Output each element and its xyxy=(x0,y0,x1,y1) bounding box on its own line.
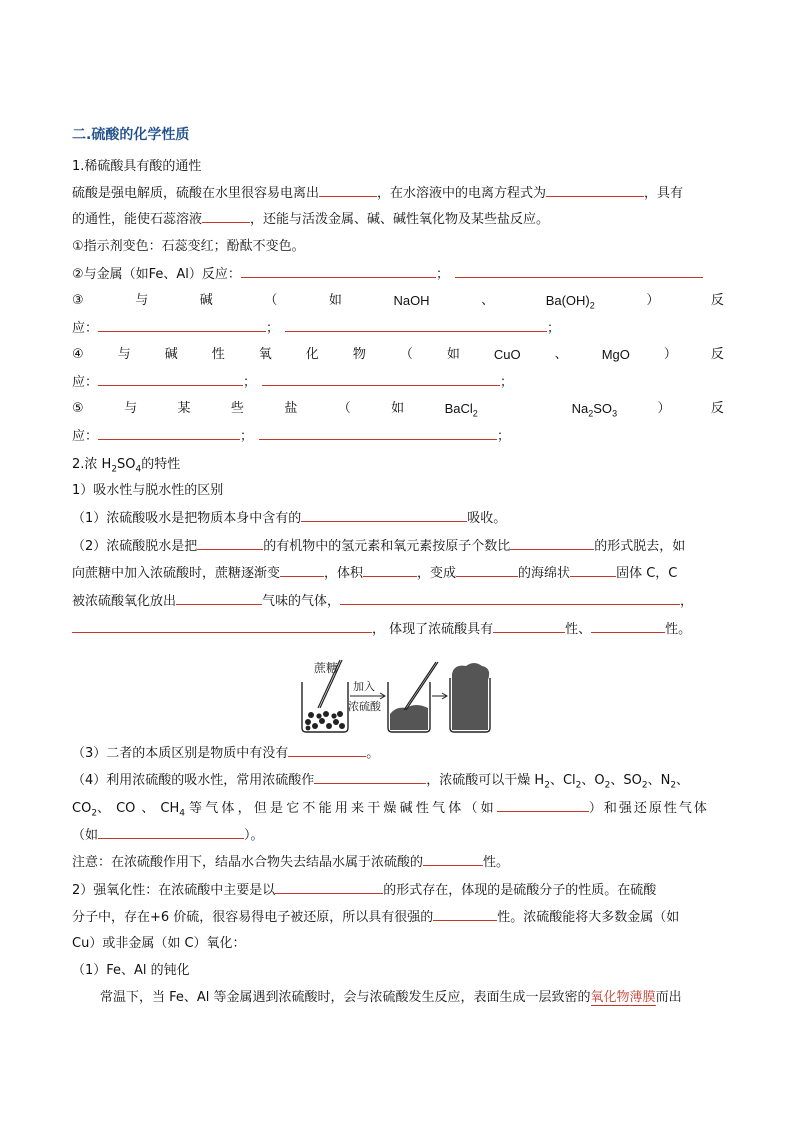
fill-blank[interactable] xyxy=(591,620,665,633)
q4-line-1: （4）利用浓硫酸的吸水性，常用浓硫酸作 ，浓硫酸可以干燥 $H_2$、$Cl_2$、$O_2$、$SO_2$、$N_2$、 xyxy=(72,773,690,791)
fill-blank[interactable] xyxy=(275,881,383,894)
fill-blank[interactable] xyxy=(456,564,518,577)
label-add: 加入 xyxy=(353,680,375,693)
fill-blank[interactable] xyxy=(433,908,497,921)
fill-blank[interactable] xyxy=(197,537,263,550)
fill-blank[interactable] xyxy=(98,319,266,332)
fill-blank[interactable] xyxy=(423,853,483,866)
paragraph-line: 的通性，能使石蕊溶液 ，还能与活泼金属、碱、碱性氧化物及某些盐反应。 xyxy=(72,212,550,227)
sugar-dehydration-figure xyxy=(296,656,496,736)
black-carbon-icon xyxy=(390,705,428,730)
sugar-granules-icon xyxy=(305,711,345,730)
oxide-film-link[interactable]: 氧化物薄膜 xyxy=(590,990,656,1005)
fill-blank[interactable] xyxy=(510,537,594,550)
fill-blank[interactable] xyxy=(301,509,467,522)
fill-blank[interactable] xyxy=(259,427,497,440)
section-heading: 二.硫酸的化学性质 xyxy=(72,127,190,143)
fill-blank[interactable] xyxy=(241,265,436,278)
fill-blank[interactable] xyxy=(280,564,324,577)
fill-blank[interactable] xyxy=(72,620,372,633)
oxidizing-line-2: 分子中，存在+6 价硫，很容易得电子被还原，所以具有很强的 性。浓硫酸能将大多数金属（如 xyxy=(72,910,680,925)
q4-line-3: （如 ）。 xyxy=(72,828,264,843)
q2-line-2: 向蔗糖中加入浓硫酸时，蔗糖逐渐变 ，体积 ，变成 的海绵状 固体 C，C xyxy=(72,566,678,581)
fill-blank[interactable] xyxy=(98,373,243,386)
q1-line: （1）浓硫酸吸水是把物质本身中含有的 吸收。 xyxy=(72,511,507,526)
item-salt-answer: 应： ； ； xyxy=(72,429,511,444)
item-basic-oxide-row: ④ 与 碱 性 氧 化 物 （ 如 CuO 、 MgO ） 反 xyxy=(72,347,724,362)
item-salt-row: ⑤ 与 某 些 盐 （ 如 BaCl$_2$ $Na_2SO_3$ ） 反 xyxy=(72,401,724,419)
fill-blank[interactable] xyxy=(288,744,366,757)
item-basic-oxide-answer: 应： ； ； xyxy=(72,375,514,390)
oxidizing-line-1: 2）强氧化性：在浓硫酸中主要是以 的形式存在，体现的是硫酸分子的性质。在硫酸 xyxy=(72,883,657,898)
label-conc-acid: 浓硫酸 xyxy=(348,700,381,713)
fill-blank[interactable] xyxy=(363,564,417,577)
passivation-title: （1）Fe、Al 的钝化 xyxy=(72,963,190,978)
fill-blank[interactable] xyxy=(262,373,500,386)
oxidizing-line-3: Cu）或非金属（如 C）氧化： xyxy=(72,936,246,951)
fill-blank[interactable] xyxy=(570,564,616,577)
q3-line: （3）二者的本质区别是物质中有没有 。 xyxy=(72,746,380,761)
passivation-line: 常温下，当 Fe、Al 等金属遇到浓硫酸时，会与浓硫酸发生反应，表面生成一层致密的氧化物薄膜而出 xyxy=(100,990,682,1005)
paragraph-line: 硫酸是强电解质，硫酸在水里很容易电离出 ，在水溶液中的电离方程式为 ，具有 xyxy=(72,186,684,201)
label-sugar: 蔗糖 xyxy=(314,661,339,675)
carbon-sponge-icon xyxy=(452,663,489,730)
item-base-answer: 应： ； ； xyxy=(72,321,561,336)
note-line: 注意：在浓硫酸作用下，结晶水合物失去结晶水属于浓硫酸的 性。 xyxy=(72,855,510,870)
item-metal: ②与金属（如Fe、Al）反应： ； xyxy=(72,265,724,284)
fill-blank[interactable] xyxy=(319,184,377,197)
fill-blank[interactable] xyxy=(98,826,244,839)
fill-blank[interactable] xyxy=(455,265,703,278)
fill-blank[interactable] xyxy=(176,592,262,605)
fill-blank[interactable] xyxy=(202,210,250,223)
item-base-row: ③ 与 碱 （ 如 NaOH 、 $Ba(OH)_2$ ） 反 xyxy=(72,293,724,311)
item-indicator: ①指示剂变色：石蕊变红；酚酞不变色。 xyxy=(72,239,305,254)
subheading-absorb-dehydrate: 1）吸水性与脱水性的区别 xyxy=(72,483,224,498)
q4-line-2: $CO_2$、 CO 、 $CH_4$ 等气体，但是它不能用来干燥碱性气体（如 ）和强还原性气体 xyxy=(72,801,709,819)
fill-blank[interactable] xyxy=(340,592,680,605)
fill-blank[interactable] xyxy=(98,427,240,440)
q2-line-1: （2）浓硫酸脱水是把 的有机物中的氢元素和氧元素按原子个数比 的形式脱去，如 xyxy=(72,539,686,554)
subsection-title-2: 2.浓 $H_2SO_4$的特性 xyxy=(72,457,181,475)
fill-blank[interactable] xyxy=(493,620,565,633)
fill-blank[interactable] xyxy=(314,771,426,784)
subsection-title-1: 1.稀硫酸具有酸的通性 xyxy=(72,159,202,174)
stirring-rod-icon xyxy=(404,662,436,710)
fill-blank[interactable] xyxy=(497,799,589,812)
fill-blank[interactable] xyxy=(285,319,547,332)
fill-blank[interactable] xyxy=(546,184,644,197)
q2-line-4: ， 体现了浓硫酸具有 性、 性。 xyxy=(72,620,724,639)
q2-line-3: 被浓硫酸氧化放出 气味的气体， ， xyxy=(72,594,694,609)
